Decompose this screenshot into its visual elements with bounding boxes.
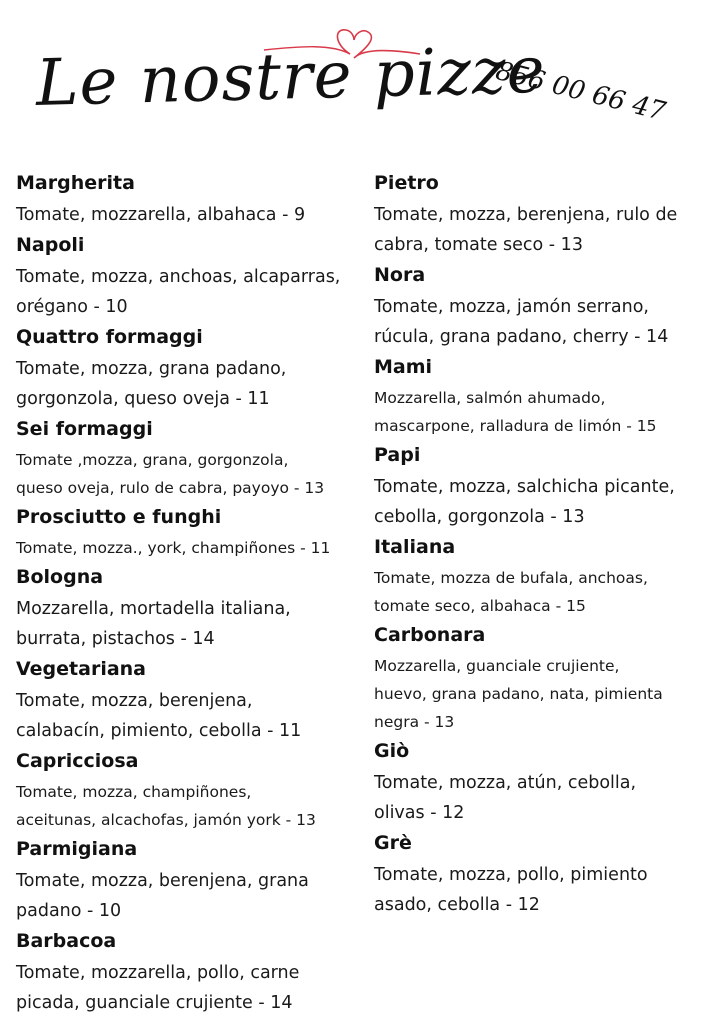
- pizza-description: Tomate, mozza., york, champiñones - 11: [16, 539, 331, 557]
- pizza-description: Tomate, mozza, atún, cebolla, olivas - 12: [374, 773, 637, 823]
- menu-item: [16, 656, 361, 746]
- pizza-name: Margherita: [16, 172, 135, 194]
- pizza-name: Carbonara: [374, 624, 486, 646]
- menu-item: [374, 354, 719, 440]
- pizza-name: Papi: [374, 444, 421, 466]
- phone-number: 856 00 66 47: [492, 56, 669, 128]
- pizza-description: Mozzarella, mortadella italiana, burrata, pistachos - 14: [16, 599, 291, 649]
- pizza-description: Tomate, mozza, jamón serrano, rúcula, grana padano, cherry - 14: [374, 297, 669, 347]
- menu-item: [16, 170, 361, 230]
- pizza-description: Tomate ,mozza, grana, gorgonzola, queso oveja, rulo de cabra, payoyo - 13: [16, 451, 325, 497]
- pizza-description: Tomate, mozza de bufala, anchoas, tomate seco, albahaca - 15: [374, 569, 648, 615]
- menu-item: [16, 836, 361, 926]
- pizza-description: Tomate, mozza, berenjena, grana padano - 10: [16, 871, 309, 921]
- pizza-description: Tomate, mozza, berenjena, rulo de cabra, tomate seco - 13: [374, 205, 678, 255]
- pizza-name: Capricciosa: [16, 750, 139, 772]
- pizza-description: Tomate, mozzarella, albahaca - 9: [16, 205, 306, 225]
- menu-item: [374, 622, 719, 736]
- menu-item: [16, 928, 361, 1018]
- menu-item: [374, 830, 719, 920]
- pizza-name: Giò: [374, 740, 410, 762]
- menu-item: [374, 738, 719, 828]
- menu-column-right: [374, 170, 719, 922]
- pizza-name: Pietro: [374, 172, 439, 194]
- pizza-name: Barbacoa: [16, 930, 117, 952]
- menu-item: [16, 324, 361, 414]
- menu-item: [16, 416, 361, 502]
- pizza-name: Prosciutto e funghi: [16, 506, 222, 528]
- menu-item: [16, 232, 361, 322]
- pizza-description: Tomate, mozza, pollo, pimiento asado, cebolla - 12: [374, 865, 648, 915]
- pizza-description: Mozzarella, salmón ahumado, mascarpone, ralladura de limón - 15: [374, 389, 657, 435]
- pizza-description: Tomate, mozza, anchoas, alcaparras, orégano - 10: [16, 267, 341, 317]
- pizza-name: Sei formaggi: [16, 418, 153, 440]
- pizza-name: Mami: [374, 356, 433, 378]
- pizza-name: Napoli: [16, 234, 85, 256]
- menu-item: [374, 534, 719, 620]
- pizza-name: Grè: [374, 832, 412, 854]
- page-title: Le nostre pizze: [35, 33, 547, 121]
- pizza-name: Vegetariana: [16, 658, 146, 680]
- pizza-description: Tomate, mozzarella, pollo, carne picada, guanciale crujiente - 14: [16, 963, 300, 1013]
- pizza-name: Quattro formaggi: [16, 326, 203, 348]
- pizza-name: Parmigiana: [16, 838, 138, 860]
- pizza-description: Tomate, mozza, berenjena, calabacín, pimiento, cebolla - 11: [16, 691, 302, 741]
- menu-column-left: [16, 170, 361, 1020]
- menu-item: [16, 504, 361, 562]
- pizza-description: Tomate, mozza, grana padano, gorgonzola, queso oveja - 11: [16, 359, 287, 409]
- menu-item: [374, 170, 719, 260]
- menu-item: [16, 748, 361, 834]
- menu-item: [16, 564, 361, 654]
- pizza-name: Italiana: [374, 536, 456, 558]
- menu-item: [374, 262, 719, 352]
- pizza-name: Nora: [374, 264, 426, 286]
- pizza-name: Bologna: [16, 566, 104, 588]
- menu-item: [374, 442, 719, 532]
- pizza-description: Tomate, mozza, salchicha picante, cebolla, gorgonzola - 13: [374, 477, 675, 527]
- pizza-description: Mozzarella, guanciale crujiente, huevo, grana padano, nata, pimienta negra - 13: [374, 657, 663, 731]
- pizza-description: Tomate, mozza, champiñones, aceitunas, alcachofas, jamón york - 13: [16, 783, 316, 829]
